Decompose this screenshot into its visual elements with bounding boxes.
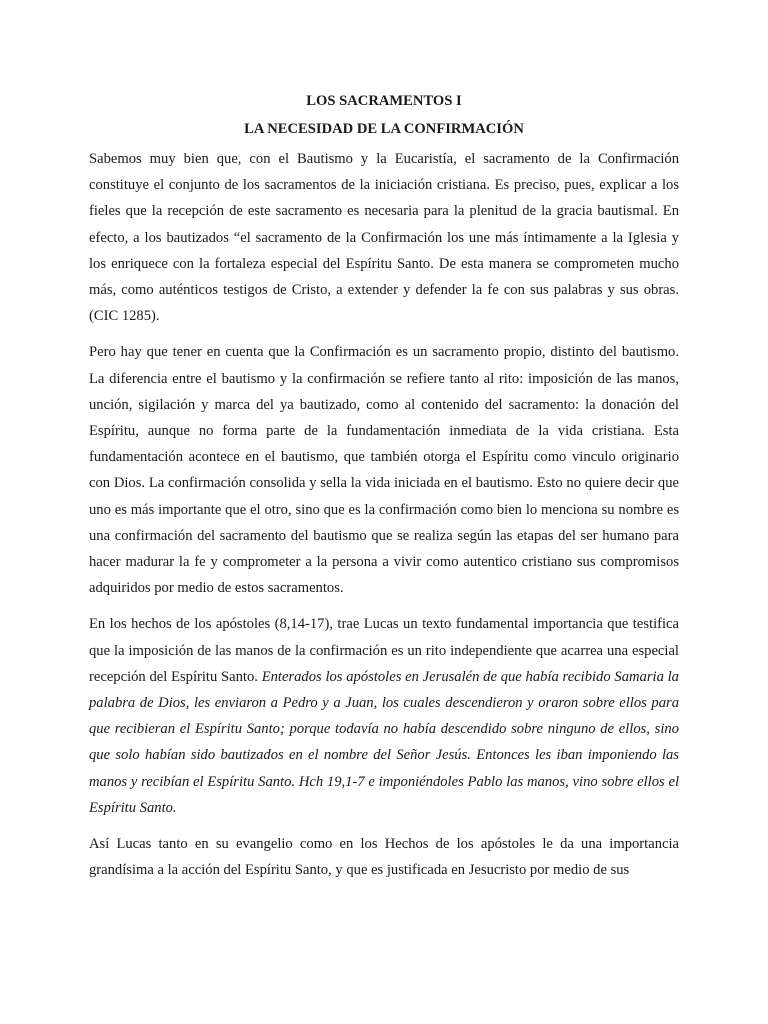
document-subtitle: LA NECESIDAD DE LA CONFIRMACIÓN [244, 121, 524, 137]
document-page [89, 92, 679, 893]
paragraph-2: Pero hay que tener en cuenta que la Confirmación es un sacramento propio, distinto del bautismo. La diferencia entre el bautismo y la confirmación se refiere tanto al rito: imposición de las manos, unción, sigilación y marca del ya bautizado, como al contenido del sacramento: la donación del Espíritu, aunque no forma parte de la fundamentación inmediata de la vida cristiana. Esta fundamentación acontece en el bautismo, que también otorga el Espíritu como vinculo originario con Dios. La confirmación consolida y sella la vida iniciada en el bautismo. Esto no quiere decir que uno es más importante que el otro, sino que es la confirmación como bien lo menciona su nombre es una confirmación del sacramento del bautismo que se realiza según las etapas del ser humano para hacer madurar la fe y comprometer a la persona a vivir como autentico cristiano sus compromisos adquiridos por medio de estos sacramentos. [89, 344, 679, 597]
document-title: LOS SACRAMENTOS I [306, 93, 462, 109]
paragraph-3-text: En los hechos de los apóstoles (8,14-17), trae Lucas un texto fundamental importancia que testifica que la imposición de las manos de la confirmación es un rito independiente que acarrea una especial recepción del Espíritu Santo. [89, 616, 679, 685]
paragraph-1: Sabemos muy bien que, con el Bautismo y la Eucaristía, el sacramento de la Confirmación constituye el conjunto de los sacramentos de la iniciación cristiana. Es preciso, pues, explicar a los fieles que la recepción de este sacramento es necesaria para la plenitud de la gracia bautismal. En efecto, a los bautizados “el sacramento de la Confirmación los une más íntimamente a la Iglesia y los enriquece con la fortaleza especial del Espíritu Santo. De esta manera se comprometen mucho más, como auténticos testigos de Cristo, a extender y defender la fe con sus palabras y sus obras. (CIC 1285). [89, 151, 679, 325]
paragraph-3-quote: Enterados los apóstoles en Jerusalén de que había recibido Samaria la palabra de Dios, les enviaron a Pedro y a Juan, los cuales descendieron y oraron sobre ellos para que recibieran el Espíritu Santo; porque todavía no había descendido sobre ninguno de ellos, sino que solo habían sido bautizados en el nombre del Señor Jesús. Entonces les iban imponiendo las manos y recibían el Espíritu Santo. Hch 19,1-7 e imponiéndoles Pablo las manos, vino sobre ellos el Espíritu Santo. [89, 668, 679, 816]
paragraph-3 [89, 611, 679, 821]
paragraph-4: Así Lucas tanto en su evangelio como en los Hechos de los apóstoles le da una importancia grandísima a la acción del Espíritu Santo, y que es justificada en Jesucristo por medio de sus [89, 836, 679, 879]
